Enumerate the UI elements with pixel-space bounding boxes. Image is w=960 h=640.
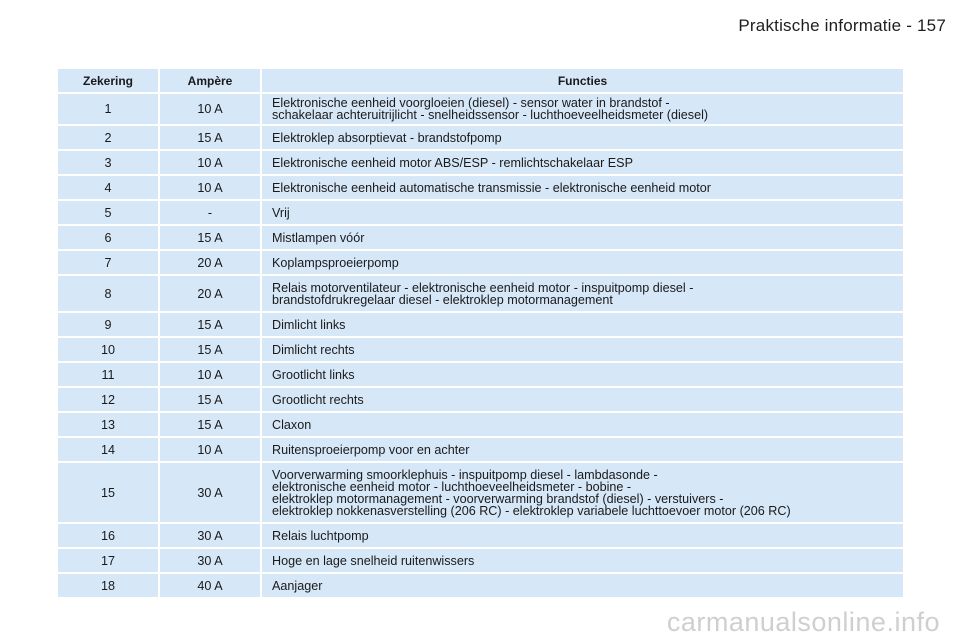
- ampere-cell: -: [160, 201, 260, 224]
- fuse-number-cell: 7: [58, 251, 158, 274]
- fuse-number-cell: 14: [58, 438, 158, 461]
- fuse-number-cell: 18: [58, 574, 158, 597]
- ampere-cell: 10 A: [160, 363, 260, 386]
- ampere-cell: 40 A: [160, 574, 260, 597]
- function-cell: Aanjager: [262, 574, 903, 597]
- page-title: Praktische informatie - 157: [738, 16, 946, 35]
- ampere-cell: 15 A: [160, 313, 260, 336]
- function-cell: Koplampsproeierpomp: [262, 251, 903, 274]
- function-cell: Elektroklep absorptievat - brandstofpomp: [262, 126, 903, 149]
- ampere-cell: 30 A: [160, 549, 260, 572]
- function-cell: Elektronische eenheid motor ABS/ESP - remlichtschakelaar ESP: [262, 151, 903, 174]
- fuse-number-cell: 1: [58, 94, 158, 124]
- function-cell: Vrij: [262, 201, 903, 224]
- column-header-fuse: Zekering: [58, 69, 158, 92]
- fuse-number-cell: 2: [58, 126, 158, 149]
- fuse-number-cell: 12: [58, 388, 158, 411]
- ampere-cell: 15 A: [160, 126, 260, 149]
- function-cell: Claxon: [262, 413, 903, 436]
- ampere-cell: 20 A: [160, 251, 260, 274]
- function-cell: Dimlicht links: [262, 313, 903, 336]
- fuse-number-cell: 9: [58, 313, 158, 336]
- column-header-functions: Functies: [262, 69, 903, 92]
- ampere-cell: 10 A: [160, 176, 260, 199]
- fuse-number-cell: 6: [58, 226, 158, 249]
- ampere-cell: 15 A: [160, 388, 260, 411]
- fuse-number-cell: 8: [58, 276, 158, 311]
- fuse-number-cell: 17: [58, 549, 158, 572]
- ampere-cell: 10 A: [160, 94, 260, 124]
- fuse-number-cell: 13: [58, 413, 158, 436]
- ampere-cell: 30 A: [160, 524, 260, 547]
- ampere-cell: 15 A: [160, 338, 260, 361]
- function-cell: Relais luchtpomp: [262, 524, 903, 547]
- ampere-cell: 10 A: [160, 438, 260, 461]
- function-cell: Grootlicht links: [262, 363, 903, 386]
- function-cell: Ruitensproeierpomp voor en achter: [262, 438, 903, 461]
- ampere-cell: 30 A: [160, 463, 260, 522]
- function-cell: Dimlicht rechts: [262, 338, 903, 361]
- ampere-cell: 15 A: [160, 226, 260, 249]
- ampere-cell: 15 A: [160, 413, 260, 436]
- fuse-number-cell: 10: [58, 338, 158, 361]
- fuse-table: [58, 69, 903, 597]
- fuse-number-cell: 3: [58, 151, 158, 174]
- function-cell: Relais motorventilateur - elektronische eenheid motor - inspuitpomp diesel - brandstofdrukregelaar diesel - elektroklep motormanagement: [262, 276, 903, 311]
- function-cell: Elektronische eenheid automatische transmissie - elektronische eenheid motor: [262, 176, 903, 199]
- ampere-cell: 20 A: [160, 276, 260, 311]
- column-header-ampere: Ampère: [160, 69, 260, 92]
- function-cell: Grootlicht rechts: [262, 388, 903, 411]
- fuse-number-cell: 15: [58, 463, 158, 522]
- function-cell: Voorverwarming smoorklephuis - inspuitpomp diesel - lambdasonde - elektronische eenheid motor - luchthoeveelheidsmeter - bobine - elektroklep motormanagement - voorverwarming brandstof (diesel) - verstuivers - elektroklep nokkenasverstelling (206 RC) - elektroklep variabele luchttoevoer motor (206 RC): [262, 463, 903, 522]
- function-cell: Hoge en lage snelheid ruitenwissers: [262, 549, 903, 572]
- function-cell: Mistlampen vóór: [262, 226, 903, 249]
- watermark: carmanualsonline.info: [666, 607, 940, 637]
- fuse-number-cell: 5: [58, 201, 158, 224]
- fuse-number-cell: 16: [58, 524, 158, 547]
- fuse-number-cell: 11: [58, 363, 158, 386]
- function-cell: Elektronische eenheid voorgloeien (diesel) - sensor water in brandstof - schakelaar achteruitrijlicht - snelheidssensor - luchthoeveelheidsmeter (diesel): [262, 94, 903, 124]
- fuse-number-cell: 4: [58, 176, 158, 199]
- ampere-cell: 10 A: [160, 151, 260, 174]
